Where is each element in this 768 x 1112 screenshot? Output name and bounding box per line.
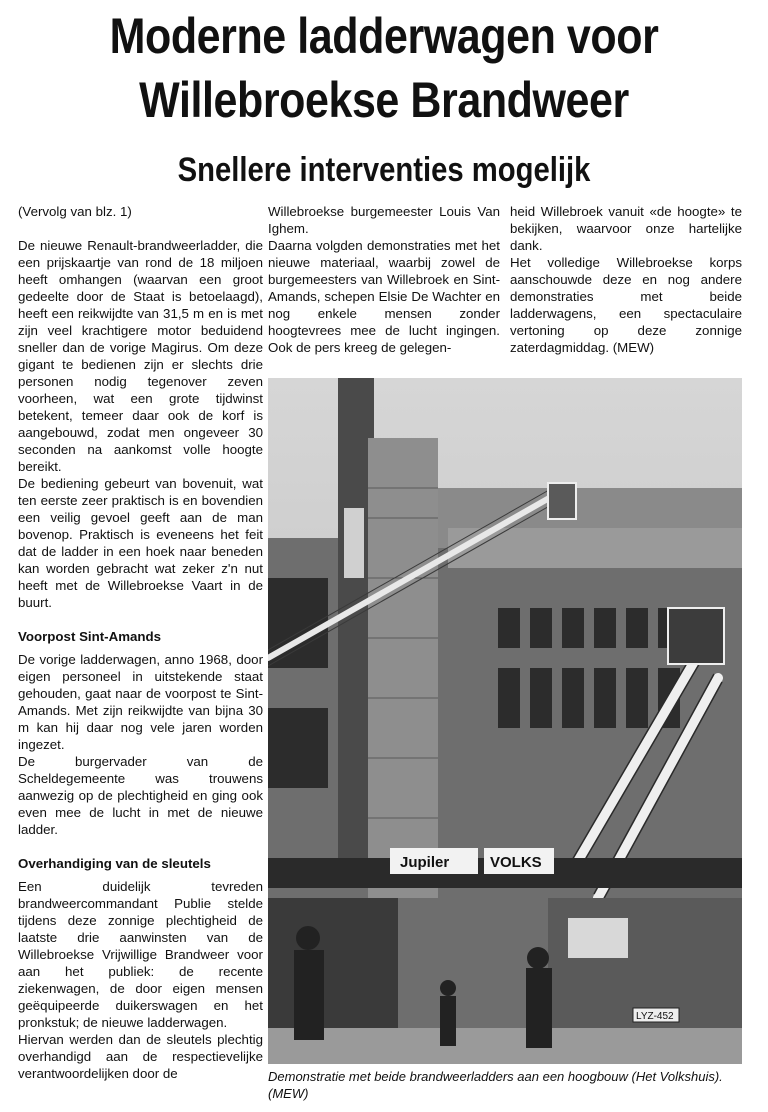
paragraph: De nieuwe Renault-brandweerladder, die een prijskaartje van rond de 18 miljoen heeft omhangen (waarvan een groot gedeelte door de Staat is betoelaagd), heeft een reikwijdte van 31,5 m en is met zijn veel krachtigere motor beduidend sneller dan de vorige Magirus. Om deze gigant te bedienen zijn er slechts drie personen nodig tegenover zeven voorheen, wat een grote tijdwinst betekent, temeer daar ook de korf is aangebouwd, zodat men ongeveer 30 seconden na aankomst volle hoogte bereikt. bbox=[18, 238, 263, 474]
column-2 bbox=[268, 203, 500, 356]
license-plate: LYZ-452 bbox=[636, 1011, 674, 1022]
paragraph: Een duidelijk tevreden brandweercommandant Publie stelde tijdens deze zonnige plechtigheid de laatste drie aanwinsten van de Willebroekse Vrijwillige Brandweer voor aan het publiek: de recente ziekenwagen, de door eigen mensen geëquipeerde duikerswagen en het pronkstuk; de nieuwe ladderwagen. bbox=[18, 879, 263, 1030]
column-3 bbox=[510, 203, 742, 356]
paragraph: De vorige ladderwagen, anno 1968, door eigen personeel in uitstekende staat gehouden, gaat naar de voorpost te Sint-Amands. Met zijn reikwijdte van bijna 30 m kan hij daar nog vele jaren worden ingezet. bbox=[18, 652, 263, 752]
subheadline: Snellere interventies mogelijk bbox=[177, 151, 591, 189]
paragraph: Daarna volgden demonstraties met het nieuwe materiaal, waarbij zowel de burgemeesters van Willebroek en Sint-Amands, schepen Elsie De Wachter en nog enkele mensen zonder hoogtevrees mee de lucht ingingen. Ook de pers kreeg de gelegen- bbox=[268, 238, 500, 355]
photo-caption: Demonstratie met beide brandweerladders aan een hoogbouw (Het Volkshuis). (MEW) bbox=[268, 1069, 723, 1101]
headline-line-2: Willebroekse Brandweer bbox=[139, 72, 629, 128]
paragraph: Hiervan werden dan de sleutels plechtig overhandigd aan de respectievelijke verantwoordelijken door de bbox=[18, 1032, 263, 1081]
photo-ladder-trucks bbox=[268, 378, 742, 1064]
paragraph: Willebroekse burgemeester Louis Van Ighem. bbox=[268, 204, 500, 236]
continued-note: (Vervolg van blz. 1) bbox=[18, 204, 132, 219]
section-heading: Overhandiging van de sleutels bbox=[18, 856, 211, 871]
paragraph: heid Willebroek vanuit «de hoogte» te bekijken, waarvoor onze hartelijke dank. bbox=[510, 204, 742, 253]
paragraph: De burgervader van de Scheldegemeente was trouwens aanwezig op de plechtigheid en ging ook even mee de lucht in met de nieuwe ladder. bbox=[18, 754, 263, 837]
paragraph: De bediening gebeurt van bovenuit, wat ten eerste zeer praktisch is en bovendien een veilig gevoel geeft aan de man bovenop. Praktisch is eveneens het feit dat de ladder in een hoek naar beneden kan worden gebracht wat zeker z'n nut heeft met de Willebroekse Vaart in de buurt. bbox=[18, 476, 263, 610]
photo-illustration bbox=[268, 378, 742, 1064]
paragraph: Het volledige Willebroekse korps aanschouwde deze en nog andere demonstraties met beide ladderwagens, een spectaculaire vertoning op deze zonnige zaterdagmiddag. (MEW) bbox=[510, 255, 742, 355]
section-heading: Voorpost Sint-Amands bbox=[18, 629, 162, 644]
sign-volks: VOLKS bbox=[490, 854, 542, 871]
sign-jupiler: Jupiler bbox=[400, 854, 450, 871]
column-1 bbox=[18, 203, 263, 1082]
headline-line-1: Moderne ladderwagen voor bbox=[109, 8, 659, 64]
